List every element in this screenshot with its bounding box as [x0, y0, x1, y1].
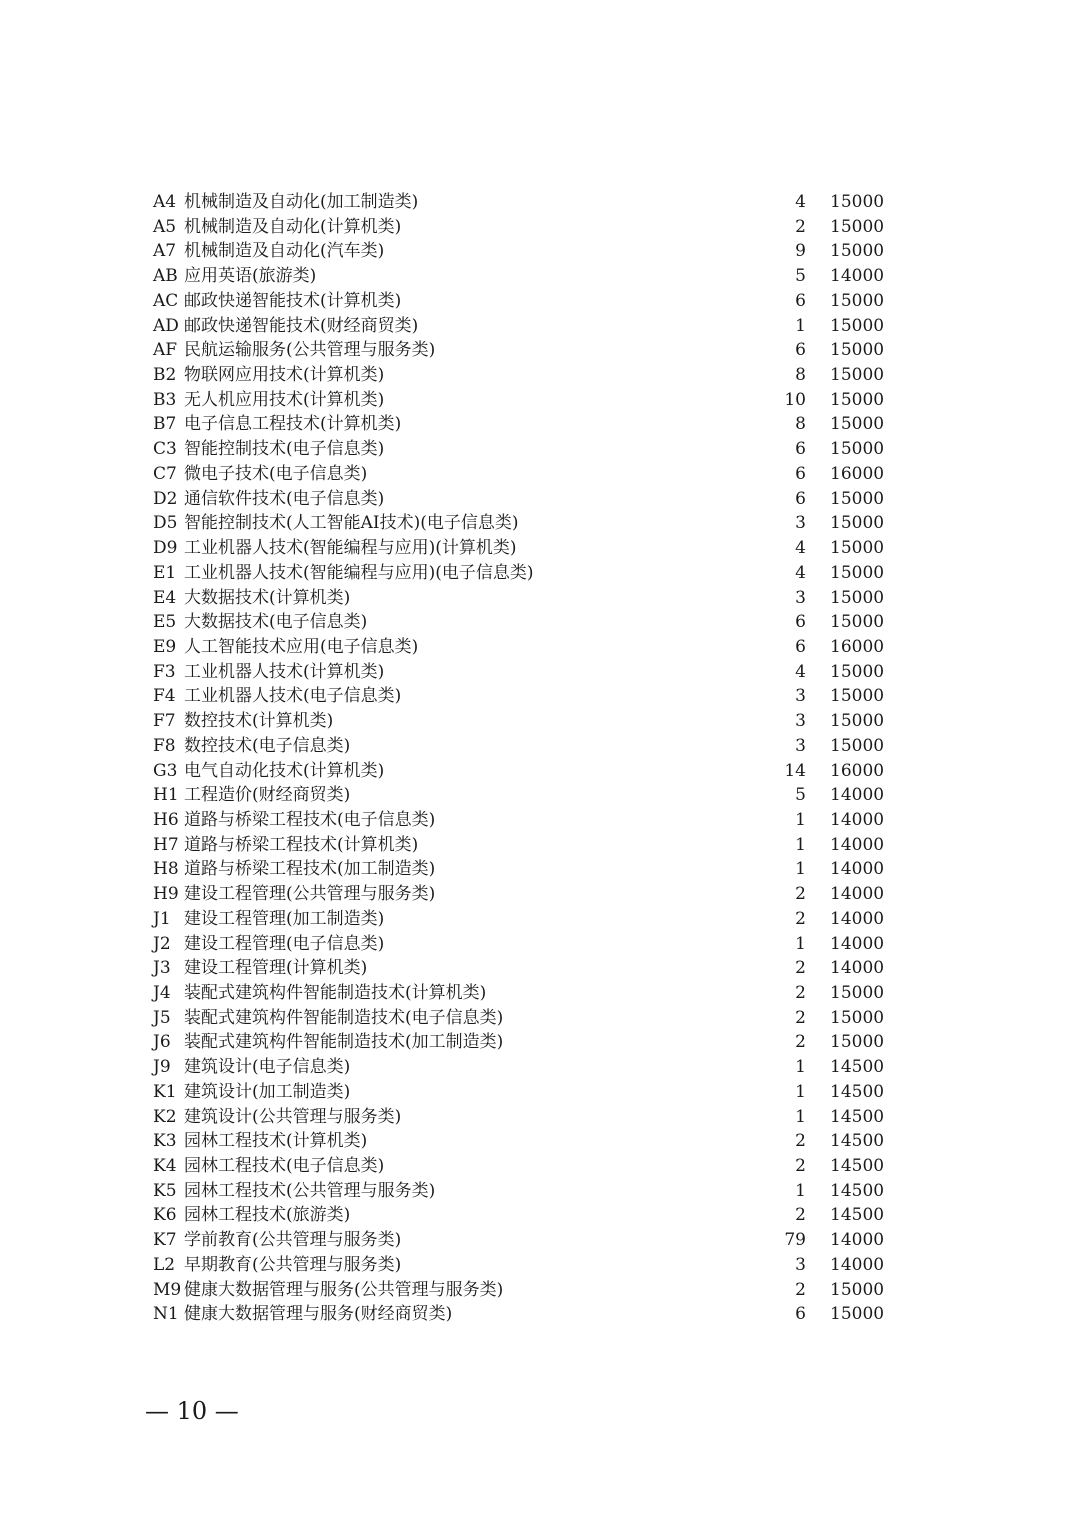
- program-code: D2: [153, 488, 178, 509]
- enrollment-count: 6: [795, 636, 806, 657]
- program-code: C3: [153, 439, 177, 460]
- program-code: AD: [153, 315, 179, 336]
- program-row: [0, 1006, 1080, 1031]
- program-code: F3: [153, 661, 176, 682]
- tuition-fee: 15000: [830, 439, 885, 460]
- program-name: 机械制造及自动化(加工制造类): [184, 192, 419, 212]
- program-code: F7: [153, 711, 176, 732]
- program-name: 园林工程技术(电子信息类): [184, 1156, 385, 1177]
- program-name: 电子信息工程技术(计算机类): [184, 414, 402, 435]
- enrollment-count: 4: [795, 661, 806, 682]
- program-code: H9: [153, 884, 179, 905]
- program-name: 人工智能技术应用(电子信息类): [184, 636, 419, 657]
- program-name: 早期教育(公共管理与服务类): [184, 1254, 402, 1275]
- enrollment-count: 1: [795, 933, 806, 954]
- enrollment-count: 4: [795, 538, 806, 559]
- enrollment-count: 2: [795, 908, 806, 929]
- enrollment-count: 1: [795, 1081, 806, 1102]
- program-name: 装配式建筑构件智能制造技术(电子信息类): [184, 1007, 504, 1028]
- tuition-fee: 14500: [830, 1131, 885, 1152]
- program-name: 无人机应用技术(计算机类): [184, 389, 385, 410]
- program-code: K5: [153, 1180, 177, 1201]
- enrollment-count: 2: [795, 884, 806, 905]
- tuition-fee: 14000: [830, 1254, 885, 1275]
- program-code: A7: [153, 241, 177, 262]
- program-code: K1: [153, 1081, 177, 1102]
- program-row: [0, 808, 1080, 833]
- enrollment-count: 1: [795, 834, 806, 855]
- program-code: E9: [153, 636, 177, 657]
- enrollment-count: 1: [795, 809, 806, 830]
- program-row: [0, 610, 1080, 635]
- program-code: J9: [153, 1057, 171, 1078]
- program-code: K4: [153, 1156, 177, 1177]
- enrollment-count: 8: [795, 365, 806, 386]
- program-row: [0, 734, 1080, 759]
- program-row: [0, 487, 1080, 512]
- program-row: [0, 1030, 1080, 1055]
- enrollment-count: 2: [795, 958, 806, 979]
- program-name: 建设工程管理(公共管理与服务类): [184, 884, 436, 905]
- program-name: 园林工程技术(公共管理与服务类): [184, 1180, 436, 1201]
- tuition-fee: 14000: [830, 958, 885, 979]
- enrollment-count: 6: [795, 340, 806, 361]
- program-name: 道路与桥梁工程技术(计算机类): [184, 834, 419, 855]
- program-name: 机械制造及自动化(计算机类): [184, 216, 402, 237]
- tuition-fee: 14000: [830, 908, 885, 929]
- program-name: 工业机器人技术(计算机类): [184, 661, 385, 682]
- program-name: 通信软件技术(电子信息类): [184, 488, 385, 509]
- program-row: [0, 1105, 1080, 1130]
- program-name: 建筑设计(公共管理与服务类): [184, 1106, 402, 1127]
- program-code: J4: [153, 983, 171, 1003]
- program-row: [0, 1179, 1080, 1204]
- program-code: AF: [153, 340, 178, 361]
- program-name: 学前教育(公共管理与服务类): [184, 1230, 402, 1251]
- tuition-fee: 14500: [830, 1081, 885, 1102]
- tuition-fee: 15000: [830, 389, 885, 410]
- program-name: 工业机器人技术(智能编程与应用)(计算机类): [184, 538, 517, 559]
- tuition-fee: 15000: [830, 562, 885, 583]
- program-name: 建设工程管理(加工制造类): [184, 908, 385, 929]
- enrollment-count: 1: [795, 1057, 806, 1078]
- program-code: AB: [153, 266, 178, 287]
- enrollment-count: 6: [795, 612, 806, 633]
- program-code: D9: [153, 538, 178, 559]
- program-row: [0, 907, 1080, 932]
- program-name: 园林工程技术(旅游类): [184, 1205, 351, 1226]
- program-name: 大数据技术(电子信息类): [184, 612, 368, 633]
- program-code: H1: [153, 785, 179, 806]
- tuition-fee: 15000: [830, 983, 885, 1003]
- enrollment-count: 6: [795, 463, 806, 484]
- program-row: [0, 759, 1080, 784]
- tuition-fee: 14000: [830, 884, 885, 905]
- program-row: [0, 1080, 1080, 1105]
- enrollment-count: 1: [795, 315, 806, 336]
- program-name: 工程造价(财经商贸类): [184, 785, 351, 806]
- program-row: [0, 882, 1080, 907]
- enrollment-count: 6: [795, 290, 806, 311]
- tuition-fee: 15000: [830, 340, 885, 361]
- tuition-fee: 15000: [830, 216, 885, 237]
- enrollment-count: 3: [795, 587, 806, 608]
- tuition-fee: 15000: [830, 488, 885, 509]
- program-code: B2: [153, 365, 177, 386]
- enrollment-count: 2: [795, 1279, 806, 1300]
- program-row: [0, 412, 1080, 437]
- program-name: 健康大数据管理与服务(财经商贸类): [184, 1304, 453, 1325]
- program-row: [0, 388, 1080, 413]
- program-row: [0, 363, 1080, 388]
- tuition-fee: 14500: [830, 1180, 885, 1201]
- program-name: 邮政快递智能技术(计算机类): [184, 290, 402, 311]
- enrollment-count: 6: [795, 1304, 806, 1325]
- program-name: 工业机器人技术(智能编程与应用)(电子信息类): [184, 562, 534, 583]
- tuition-fee: 14000: [830, 859, 885, 880]
- tuition-fee: 16000: [830, 760, 885, 781]
- enrollment-count: 6: [795, 488, 806, 509]
- program-code: K6: [153, 1205, 177, 1226]
- program-row: [0, 660, 1080, 685]
- program-name: 装配式建筑构件智能制造技术(加工制造类): [184, 1032, 504, 1053]
- tuition-fee: 16000: [830, 636, 885, 657]
- program-code: F4: [153, 686, 176, 707]
- enrollment-count: 2: [795, 1205, 806, 1226]
- program-row: [0, 536, 1080, 561]
- program-row: [0, 586, 1080, 611]
- enrollment-count: 2: [795, 983, 806, 1003]
- program-row: [0, 956, 1080, 981]
- program-code: H7: [153, 834, 179, 855]
- tuition-fee: 15000: [830, 661, 885, 682]
- tuition-fee: 14000: [830, 809, 885, 830]
- tuition-fee: 15000: [830, 711, 885, 732]
- program-row: [0, 1154, 1080, 1179]
- program-code: L2: [153, 1254, 176, 1275]
- program-name: 民航运输服务(公共管理与服务类): [184, 340, 436, 361]
- tuition-fee: 15000: [830, 192, 885, 212]
- program-code: H6: [153, 809, 179, 830]
- program-row: [0, 215, 1080, 240]
- program-name: 物联网应用技术(计算机类): [184, 365, 385, 386]
- program-row: [0, 462, 1080, 487]
- tuition-fee: 14000: [830, 933, 885, 954]
- program-name: 道路与桥梁工程技术(加工制造类): [184, 859, 436, 880]
- tuition-fee: 14000: [830, 834, 885, 855]
- enrollment-count: 5: [795, 266, 806, 287]
- tuition-fee: 15000: [830, 1007, 885, 1028]
- program-name: 健康大数据管理与服务(公共管理与服务类): [184, 1279, 504, 1300]
- program-name: 数控技术(电子信息类): [184, 735, 351, 756]
- enrollment-count: 1: [795, 1180, 806, 1201]
- program-name: 电气自动化技术(计算机类): [184, 760, 385, 781]
- program-name: 微电子技术(电子信息类): [184, 463, 368, 484]
- enrollment-count: 4: [795, 562, 806, 583]
- program-code: A4: [153, 192, 177, 212]
- program-row: [0, 1278, 1080, 1303]
- program-code: A5: [153, 216, 177, 237]
- program-code: E5: [153, 612, 177, 633]
- enrollment-count: 3: [795, 711, 806, 732]
- program-name: 园林工程技术(计算机类): [184, 1131, 368, 1152]
- program-code: D5: [153, 513, 178, 534]
- tuition-fee: 14000: [830, 785, 885, 806]
- enrollment-count: 3: [795, 735, 806, 756]
- program-row: [0, 511, 1080, 536]
- program-row: [0, 561, 1080, 586]
- program-name: 建筑设计(电子信息类): [184, 1057, 351, 1078]
- program-name: 数控技术(计算机类): [184, 711, 334, 732]
- tuition-fee: 14000: [830, 1230, 885, 1251]
- enrollment-count: 2: [795, 216, 806, 237]
- tuition-fee: 14500: [830, 1106, 885, 1127]
- program-code: G3: [153, 760, 178, 781]
- program-code: J2: [153, 933, 171, 954]
- program-name: 建设工程管理(电子信息类): [184, 933, 385, 954]
- enrollment-count: 9: [795, 241, 806, 262]
- tuition-fee: 15000: [830, 315, 885, 336]
- program-code: E4: [153, 587, 177, 608]
- program-name: 装配式建筑构件智能制造技术(计算机类): [184, 983, 487, 1003]
- program-code: B7: [153, 414, 177, 435]
- program-row: [0, 1203, 1080, 1228]
- tuition-fee: 14500: [830, 1205, 885, 1226]
- program-row: [0, 1253, 1080, 1278]
- program-row: [0, 264, 1080, 289]
- program-code: B3: [153, 389, 177, 410]
- tuition-fee: 16000: [830, 463, 885, 484]
- enrollment-count: 1: [795, 859, 806, 880]
- enrollment-count: 2: [795, 1131, 806, 1152]
- tuition-fee: 15000: [830, 587, 885, 608]
- enrollment-count: 2: [795, 1007, 806, 1028]
- program-code: J6: [153, 1032, 171, 1053]
- tuition-fee: 15000: [830, 513, 885, 534]
- tuition-fee: 15000: [830, 538, 885, 559]
- enrollment-count: 3: [795, 686, 806, 707]
- tuition-fee: 15000: [830, 241, 885, 262]
- enrollment-count: 2: [795, 1156, 806, 1177]
- program-row: [0, 190, 1080, 215]
- program-code: K3: [153, 1131, 177, 1152]
- program-code: AC: [153, 290, 179, 311]
- program-row: [0, 932, 1080, 957]
- program-name: 智能控制技术(电子信息类): [184, 439, 385, 460]
- program-code: K2: [153, 1106, 177, 1127]
- tuition-fee: 15000: [830, 686, 885, 707]
- program-list: [0, 190, 1080, 1327]
- tuition-fee: 15000: [830, 414, 885, 435]
- enrollment-count: 4: [795, 192, 806, 212]
- program-row: [0, 635, 1080, 660]
- tuition-fee: 14500: [830, 1057, 885, 1078]
- program-code: F8: [153, 735, 176, 756]
- program-row: [0, 314, 1080, 339]
- program-row: [0, 833, 1080, 858]
- program-row: [0, 709, 1080, 734]
- tuition-fee: 14000: [830, 266, 885, 287]
- program-row: [0, 857, 1080, 882]
- program-code: C7: [153, 463, 177, 484]
- program-row: [0, 239, 1080, 264]
- program-name: 机械制造及自动化(汽车类): [184, 241, 385, 262]
- enrollment-count: 3: [795, 1254, 806, 1275]
- program-name: 智能控制技术(人工智能AI技术)(电子信息类): [184, 513, 519, 534]
- program-row: [0, 1228, 1080, 1253]
- tuition-fee: 15000: [830, 290, 885, 311]
- program-code: J1: [153, 908, 171, 929]
- enrollment-count: 6: [795, 439, 806, 460]
- tuition-fee: 15000: [830, 365, 885, 386]
- program-name: 建筑设计(加工制造类): [184, 1081, 351, 1102]
- program-name: 应用英语(旅游类): [184, 266, 317, 287]
- program-name: 道路与桥梁工程技术(电子信息类): [184, 809, 436, 830]
- program-name: 工业机器人技术(电子信息类): [184, 686, 402, 707]
- program-name: 大数据技术(计算机类): [184, 587, 351, 608]
- tuition-fee: 14500: [830, 1156, 885, 1177]
- page-number: — 10 —: [145, 1397, 239, 1425]
- enrollment-count: 5: [795, 785, 806, 806]
- tuition-fee: 15000: [830, 735, 885, 756]
- enrollment-count: 79: [784, 1230, 806, 1251]
- program-row: [0, 981, 1080, 1006]
- program-code: M9: [153, 1279, 182, 1300]
- program-name: 建设工程管理(计算机类): [184, 958, 368, 979]
- program-row: [0, 1129, 1080, 1154]
- tuition-fee: 15000: [830, 612, 885, 633]
- enrollment-count: 14: [784, 760, 806, 781]
- enrollment-count: 1: [795, 1106, 806, 1127]
- program-row: [0, 783, 1080, 808]
- program-row: [0, 289, 1080, 314]
- program-row: [0, 1055, 1080, 1080]
- program-code: N1: [153, 1304, 179, 1325]
- program-row: [0, 338, 1080, 363]
- program-code: E1: [153, 562, 177, 583]
- program-code: K7: [153, 1230, 177, 1251]
- program-code: J5: [153, 1007, 171, 1028]
- enrollment-count: 2: [795, 1032, 806, 1053]
- program-code: J3: [153, 958, 171, 979]
- tuition-fee: 15000: [830, 1032, 885, 1053]
- program-row: [0, 684, 1080, 709]
- program-row: [0, 437, 1080, 462]
- enrollment-count: 3: [795, 513, 806, 534]
- enrollment-count: 8: [795, 414, 806, 435]
- program-name: 邮政快递智能技术(财经商贸类): [184, 315, 419, 336]
- tuition-fee: 15000: [830, 1304, 885, 1325]
- enrollment-count: 10: [784, 389, 806, 410]
- program-code: H8: [153, 859, 179, 880]
- tuition-fee: 15000: [830, 1279, 885, 1300]
- program-row: [0, 1302, 1080, 1327]
